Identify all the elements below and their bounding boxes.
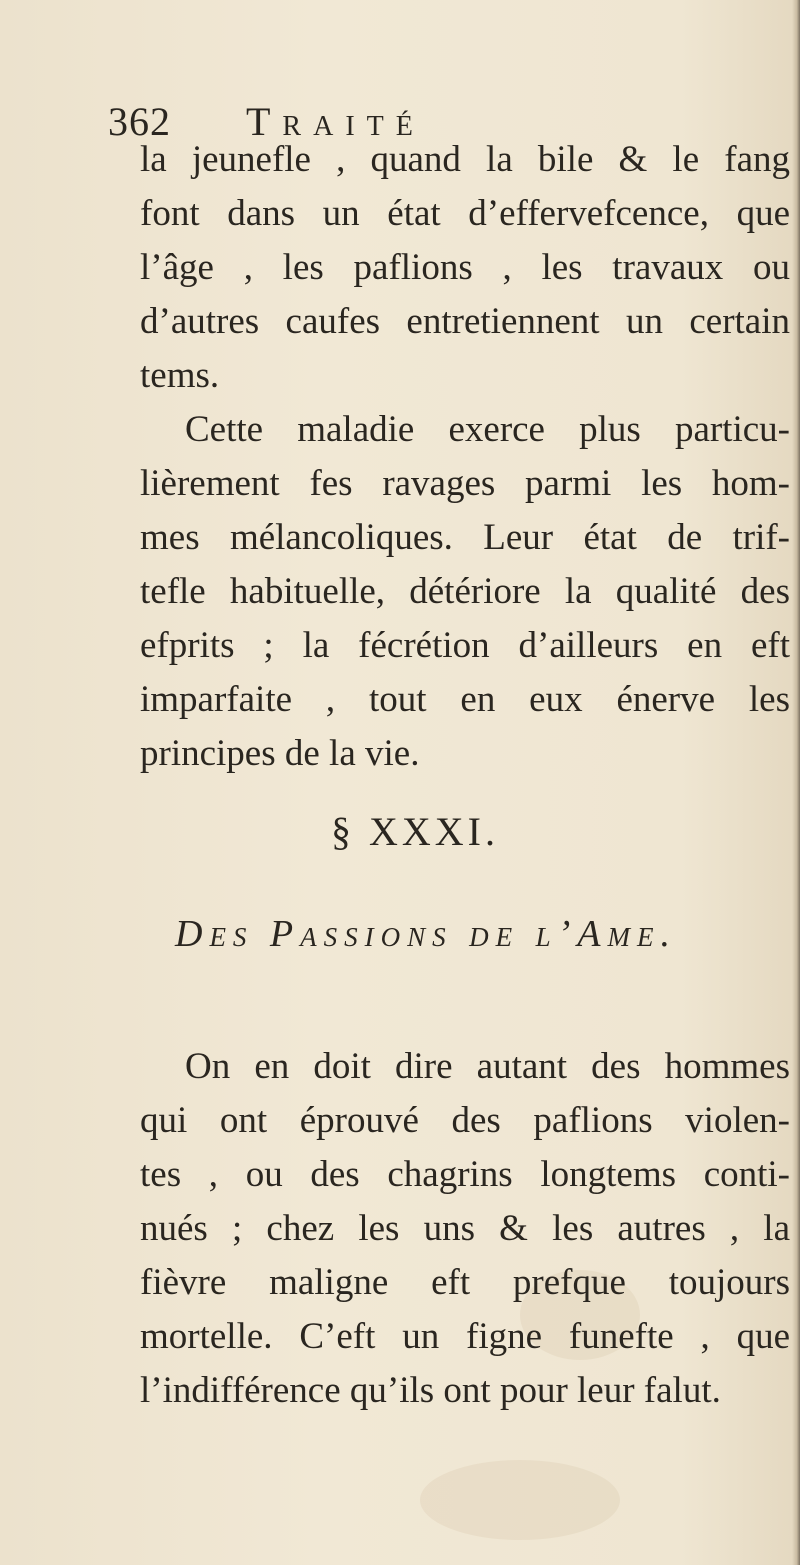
- text-line: Cette maladie exerce plus particu-: [185, 409, 790, 450]
- paper-stain: [420, 1460, 620, 1540]
- paragraph-continued: [140, 133, 790, 781]
- text-line: qui ont éprouvé des paflions violen-: [140, 1100, 790, 1141]
- text-line: mes mélancoliques. Leur état de trif-: [140, 517, 790, 558]
- page-number: 362: [108, 99, 171, 144]
- running-title: Traité: [246, 99, 425, 144]
- text-line: l’indifférence qu’ils ont pour leur falut.: [140, 1370, 721, 1411]
- text-line: nués ; chez les uns & les autres , la: [140, 1208, 790, 1249]
- text-line: fièvre maligne eft prefque toujours: [140, 1262, 790, 1303]
- text-line: l’âge , les paflions , les travaux ou: [140, 247, 790, 288]
- text-line: font dans un état d’effervefcence, que: [140, 193, 790, 234]
- text-line: imparfaite , tout en eux énerve les: [140, 679, 790, 720]
- section-title: Des Passions de l’Ame.: [175, 913, 677, 955]
- text-line: la jeunefle , quand la bile & le fang: [140, 139, 790, 180]
- text-line: d’autres caufes entretiennent un certain: [140, 301, 790, 342]
- text-line: mortelle. C’eft un figne funefte , que: [140, 1316, 790, 1357]
- text-line: lièrement fes ravages parmi les hom-: [140, 463, 790, 504]
- page-edge-shadow: [792, 0, 800, 1565]
- text-line: tes , ou des chagrins longtems conti-: [140, 1154, 790, 1195]
- text-line: On en doit dire autant des hommes: [185, 1046, 790, 1087]
- section-number: § XXXI.: [331, 809, 499, 854]
- text-line: efprits ; la fécrétion d’ailleurs en eft: [140, 625, 790, 666]
- text-line: tems.: [140, 355, 220, 396]
- text-line: principes de la vie.: [140, 733, 420, 774]
- paragraph: [140, 1040, 790, 1418]
- text-line: tefle habituelle, détériore la qualité des: [140, 571, 790, 612]
